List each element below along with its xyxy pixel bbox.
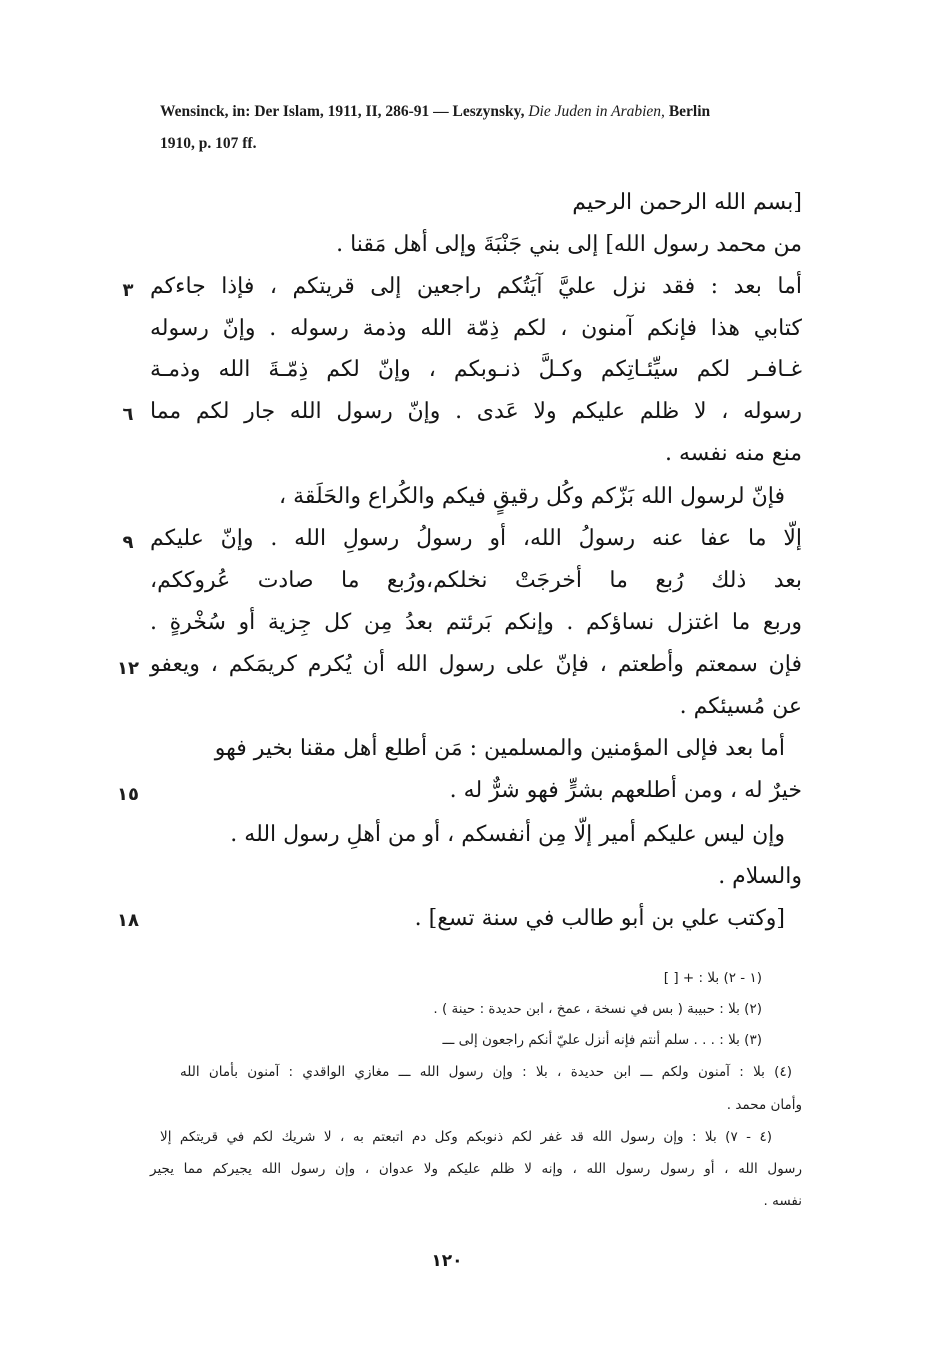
line-number: ١٨ <box>117 910 139 931</box>
footnote: (٣) بلا : . . . سلم أنتم فإنه أنزل عليّ أنكم راجعون إلى ـــ <box>442 1032 762 1048</box>
body-line: منع منه نفسه . <box>665 441 802 466</box>
reference-line-2: 1910, p. 107 ff. <box>160 135 257 152</box>
body-line: وربع ما اغتزل نساؤكم . وإنكم بَرئتم بعدُ مِن كل جِزية أو سُخْرةٍ . <box>150 610 802 635</box>
reference-line-1 <box>160 103 794 121</box>
page-number: ١٢٠ <box>431 1251 463 1271</box>
body-line: رسوله ، لا ظلم عليكم ولا عَدى . وإنّ رسول الله جار لكم مما <box>150 399 802 424</box>
line-number: ٩ <box>122 532 134 553</box>
body-line: كتابي هذا فإنكم آمنون ، لكم ذِمّة الله وذمة رسوله . وإنّ رسوله <box>150 316 802 341</box>
body-line: من محمد رسول الله] إلى بني جَنْبَةَ وإلى أهل مَقنا . <box>336 232 802 257</box>
body-line: بعد ذلك رُبع ما أخرجَتْ نخلكم،ورُبع ما صادت عُروككم، <box>150 568 802 593</box>
body-line: خيرٌ له ، ومن أطلعهم بشرٍّ فهو شرٌّ له . <box>449 778 802 803</box>
reference-book-title: Die Juden in Arabien, <box>528 103 665 120</box>
reference-place: Berlin <box>664 103 711 120</box>
footnote: رسول الله ، أو رسول رسول الله ، وإنه لا ظلم عليكم ولا عدوان ، وإن رسول الله يجيركم مما يجير <box>150 1161 802 1177</box>
footnote: (٤ - ٧) بلا : وإن رسول الله قد غفر لكم ذنوبكم وكل دم اتبعتم به ، لا شريك لكم في قريتكم إلا <box>160 1129 772 1145</box>
footnote: نفسه . <box>763 1193 802 1209</box>
body-line: والسلام . <box>718 864 802 889</box>
line-number: ١٢ <box>117 658 139 679</box>
body-line: فإن سمعتم وأطعتم ، فإنّ على رسول الله أن يُكرم كريمَكم ، ويعفو <box>150 652 802 677</box>
body-line: وإن ليس عليكم أمير إلّا مِن أنفسكم ، أو من أهلِ رسول الله . <box>230 822 785 847</box>
reference-authors: Wensinck, in: Der Islam, 1911, II, 286-91 — Leszynsky, <box>160 103 529 120</box>
body-line: إلّا ما عفا عنه رسولُ الله، أو رسولُ رسولِ الله . وإنّ عليكم <box>150 526 802 551</box>
footnote: (١ - ٢) بلا : + [ ] <box>663 970 762 986</box>
body-line: أما بعد : فقد نزل عليَّ آيَتُكم راجعين إلى قريتكم ، فإذا جاءكم <box>150 274 802 299</box>
body-line: أما بعد فإلى المؤمنين والمسلمين : مَن أطلع أهل مقنا بخير فهو <box>214 736 785 761</box>
body-line: فإنّ لرسول الله بَزّكم وكُل رقيقٍ فيكم والكُراع والحَلَقة ، <box>279 484 785 509</box>
line-number: ١٥ <box>117 784 139 805</box>
body-line: [وكتب علي بن أبو طالب في سنة تسع] . <box>414 906 785 931</box>
footnote: (٢) بلا : حبيبة ( بس في نسخة ، عمخ ، ابن حديدة : حينة ) . <box>433 1001 762 1017</box>
footnote: وأمان محمد . <box>726 1097 802 1113</box>
body-line: غـافـر لكم سيِّئـاتِكم وكـلَّ ذنـوبكم ، وإنّ لكم ذِمّـةَ الله وذمـة <box>150 357 802 382</box>
body-line: عن مُسيئكم . <box>679 694 802 719</box>
footnote: (٤) بلا : آمنون ولكم ـــ ابن حديدة ، بلا : وإن رسول الله ـــ مغازي الواقدي : آمنون بأمان الله <box>180 1064 792 1080</box>
line-number: ٣ <box>122 280 134 301</box>
line-number: ٦ <box>122 404 134 425</box>
body-line: [بسم الله الرحمن الرحيم <box>572 190 802 215</box>
